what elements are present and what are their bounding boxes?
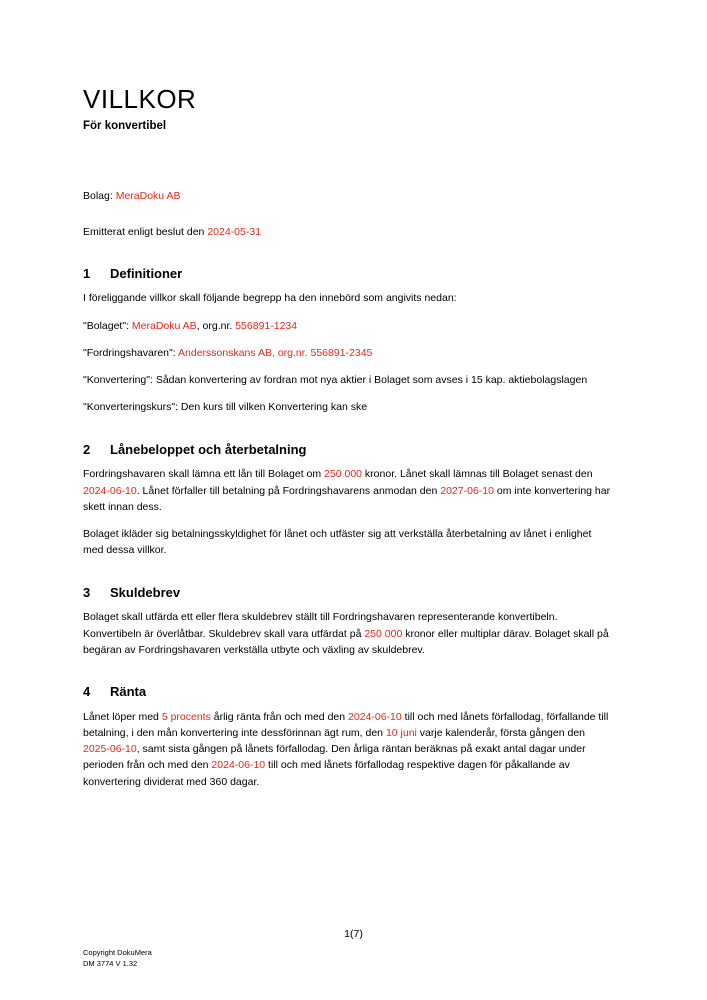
section-title: Skuldebrev bbox=[110, 584, 181, 600]
paragraph bbox=[83, 372, 611, 388]
variable-text: MeraDoku AB bbox=[131, 319, 197, 332]
section-heading bbox=[83, 684, 611, 700]
footer-doc-code: DM 3774 V 1.32 bbox=[83, 958, 138, 968]
document-body bbox=[83, 0, 611, 794]
section-heading bbox=[83, 266, 611, 282]
section-number: 4 bbox=[83, 684, 91, 700]
paragraph bbox=[83, 318, 611, 334]
company-line bbox=[83, 189, 611, 204]
section-body bbox=[83, 466, 611, 558]
static-text: Lånet löper med bbox=[83, 710, 162, 723]
paragraph bbox=[83, 399, 611, 415]
paragraph bbox=[83, 709, 611, 790]
variable-text: 2027-06-10 bbox=[440, 484, 494, 497]
page-footer bbox=[0, 910, 707, 1000]
variable-text: 2024-06-10 bbox=[348, 710, 402, 723]
static-text: "Konvertering": Sådan konvertering av fordran mot nya aktier i Bolaget som avses i 15 kap. aktiebolagslagen bbox=[83, 374, 588, 387]
paragraph bbox=[83, 345, 611, 361]
static-text: om inte konvertering har skett innan dess. bbox=[83, 484, 611, 513]
paragraph bbox=[83, 466, 611, 515]
section-body bbox=[83, 290, 611, 415]
variable-text: 5 procents bbox=[161, 710, 211, 723]
sections-container bbox=[83, 266, 611, 790]
static-text: till och med lånets förfallodag respektive dagen för påkallande av konvertering dividerat med 360 dagar. bbox=[83, 759, 570, 788]
section-body bbox=[83, 609, 611, 658]
section-number: 3 bbox=[83, 584, 91, 600]
footer-copyright: Copyright DokuMera bbox=[83, 948, 152, 957]
document-meta bbox=[83, 189, 611, 239]
static-text: årlig ränta från och med den bbox=[210, 710, 349, 723]
variable-text: 250 000 bbox=[364, 627, 403, 640]
section-number: 2 bbox=[83, 441, 91, 457]
static-text: varje kalenderår, första gången den bbox=[416, 726, 586, 739]
variable-text: Anderssonskans AB, org.nr. 556891-2345 bbox=[178, 346, 373, 359]
issued-date: 2024-05-31 bbox=[207, 225, 262, 238]
footer-imprint bbox=[83, 948, 152, 970]
company-name: MeraDoku AB bbox=[115, 190, 181, 203]
static-text: . Lånet förfaller till betalning på Fordringshavarens anmodan den bbox=[136, 484, 441, 497]
static-text: Bolaget ikläder sig betalningsskyldighet för lånet och utfäster sig att verkställa återbetalning av lånet i enlighet med dessa villkor. bbox=[83, 528, 592, 557]
company-label: Bolag: bbox=[83, 190, 116, 203]
page-title: VILLKOR bbox=[83, 84, 197, 114]
paragraph bbox=[83, 290, 611, 306]
static-text: till och med lånets förfallodag, förfallande till betalning, i den mån konvertering inte dessförinnan ägt rum, den bbox=[83, 710, 609, 739]
section-title: Lånebeloppet och återbetalning bbox=[110, 441, 307, 457]
variable-text: 2025-06-10 bbox=[83, 743, 137, 756]
static-text: kronor eller multiplar därav. Bolaget skall på begäran av Fordringshavaren verkställa utbyte och växling av skuldebrev. bbox=[83, 627, 609, 656]
paragraph bbox=[83, 526, 611, 559]
variable-text: 556891-1234 bbox=[235, 319, 298, 332]
static-text: "Bolaget": bbox=[83, 319, 132, 332]
static-text: , org.nr. bbox=[196, 319, 236, 332]
section-number: 1 bbox=[83, 265, 91, 281]
issued-line bbox=[83, 225, 611, 240]
variable-text: 2024-06-10 bbox=[211, 759, 266, 772]
static-text: "Fordringshavaren": bbox=[83, 346, 179, 359]
section-title: Ränta bbox=[110, 684, 147, 700]
section-body bbox=[83, 709, 611, 790]
section-heading bbox=[83, 442, 611, 458]
static-text: I föreliggande villkor skall följande begrepp ha den innebörd som angivits nedan: bbox=[83, 292, 457, 305]
paragraph bbox=[83, 609, 611, 658]
static-text: "Konverteringskurs": Den kurs till vilken Konvertering kan ske bbox=[83, 401, 368, 414]
static-text: kronor. Lånet skall lämnas till Bolaget senast den bbox=[362, 468, 593, 481]
variable-text: 250 000 bbox=[324, 468, 363, 481]
page-number: 1(7) bbox=[344, 928, 363, 940]
page-subtitle: För konvertibel bbox=[83, 119, 167, 132]
static-text: , samt sista gången på lånets förfallodag. Den årliga räntan beräknas på exakt antal dagar under perioden från och med den bbox=[83, 743, 586, 772]
section-heading bbox=[83, 585, 611, 601]
static-text: Bolaget skall utfärda ett eller flera skuldebrev ställt till Fordringshavaren representerande konvertibeln. Konvertibeln är överlåtbar. Skuldebrev skall vara utfärdat på bbox=[83, 611, 558, 640]
variable-text: 2024-06-10 bbox=[83, 484, 137, 497]
static-text: Fordringshavaren skall lämna ett lån till Bolaget om bbox=[83, 468, 325, 481]
section-title: Definitioner bbox=[110, 265, 183, 281]
issued-label: Emitterat enligt beslut den bbox=[83, 225, 208, 238]
variable-text: 10 juni bbox=[385, 726, 417, 739]
